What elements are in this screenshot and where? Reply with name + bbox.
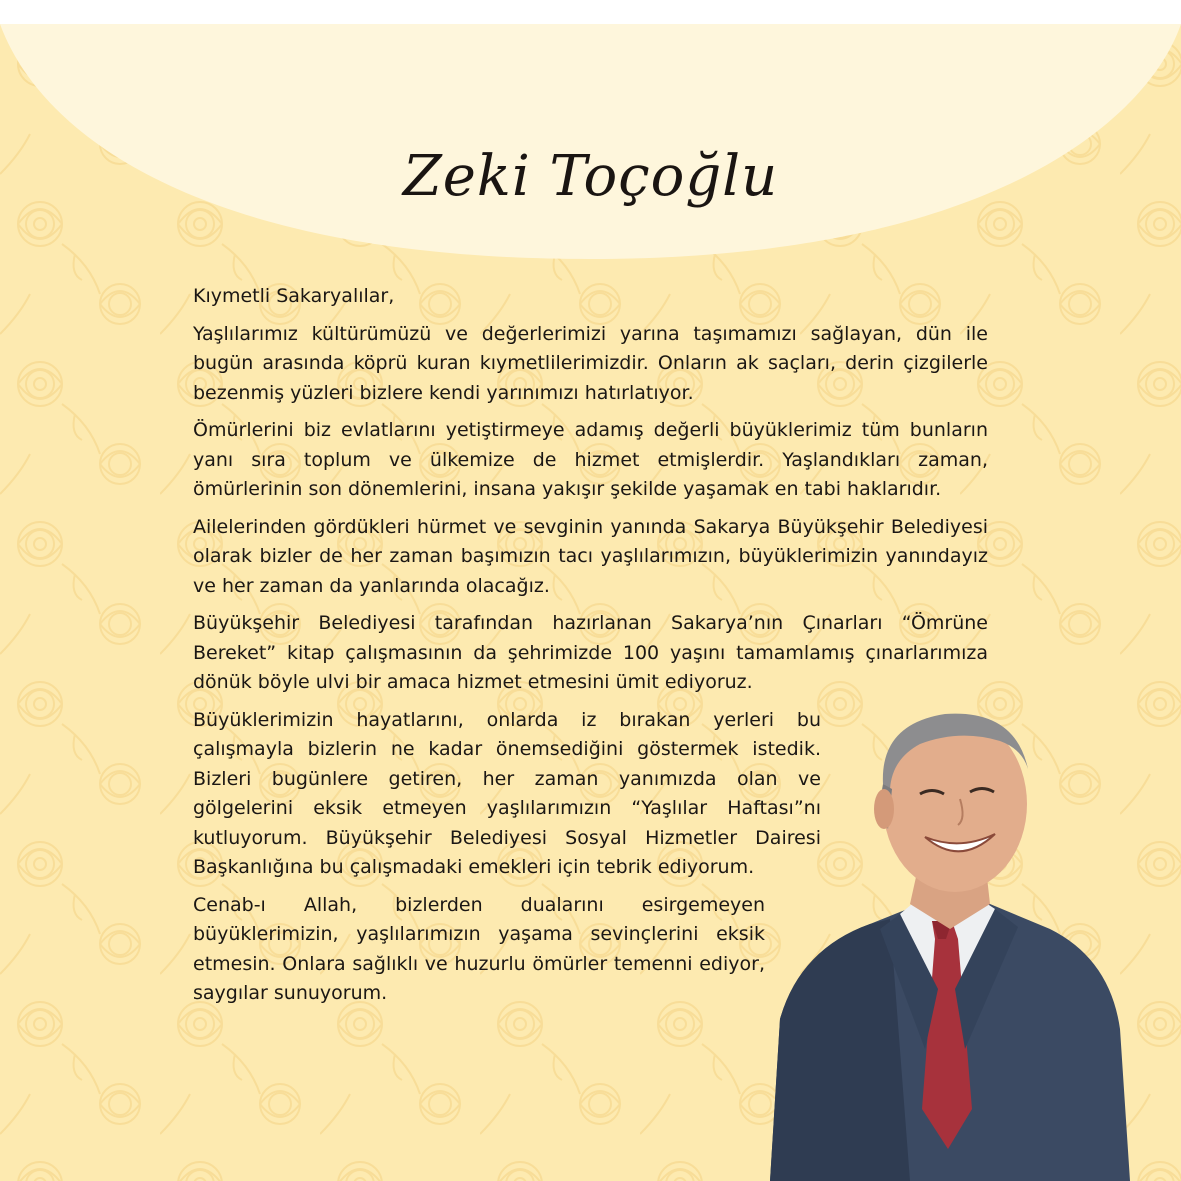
letter-paragraph: Ömürlerini biz evlatlarını yetiştirmeye adamış değerli büyüklerimiz tüm bunların yanı sıra toplum ve ülkemize de hizmet etmişlerdir. Yaşlandıkları zaman, ömürlerinin son dönemlerini, insana yakışır şekilde yaşamak en tabi haklarıdır. [193, 419, 988, 500]
letter-paragraph: Büyüklerimizin hayatlarını, onlarda iz bırakan yerleri bu çalışmayla bizlerin ne kadar önemsediğini göstermek istedik. Bizleri bugünlere getiren, her zaman yanımızda olan ve gölgelerini eksik etmeyen yaşlılarımızın “Yaşlılar Haftası”nı kutluyorum. Büyükşehir Belediyesi Sosyal Hizmetler Dairesi Başkanlığına bu çalışmadaki emekleri için tebrik ediyorum. [193, 708, 821, 878]
letter-page [0, 24, 1181, 1181]
letter-paragraph: Yaşlılarımız kültürümüzü ve değerlerimizi yarına taşımamızı sağlayan, dün ile bugün arasında köprü kuran kıymetlilerimizdir. Onların ak saçları, derin çizgilerle bezenmiş yüzleri bizlere kendi yarınımızı hatırlatıyor. [193, 322, 988, 404]
letter-paragraph: Büyükşehir Belediyesi tarafından hazırlanan Sakarya’nın Çınarları “Ömrüne Bereket” kitap çalışmasının da şehrimizde 100 yaşını tamamlamış çınarlarımıza dönük böyle ulvi bir amaca hizmet etmesini ümit ediyoruz. [193, 612, 988, 693]
author-signature-title: Zeki Toçoğlu [402, 144, 779, 209]
letter-paragraph: Ailelerinden gördükleri hürmet ve sevginin yanında Sakarya Büyükşehir Belediyesi olarak bizler de her zaman başımızın tacı yaşlılarımızın, büyüklerimizin yanındayız ve her zaman da yanlarında olacağız. [193, 515, 988, 597]
letter-salutation: Kıymetli Sakaryalılar, [193, 285, 395, 307]
letter-paragraph: Cenab-ı Allah, bizlerden dualarını esirgemeyen büyüklerimizin, yaşlılarımızın yaşama sevinçlerini eksik etmesin. Onlara sağlıklı ve huzurlu ömürler temenni ediyor, saygılar sunuyorum. [193, 893, 765, 1004]
top-arc-banner [0, 24, 1181, 259]
author-portrait-photo [760, 689, 1130, 1181]
